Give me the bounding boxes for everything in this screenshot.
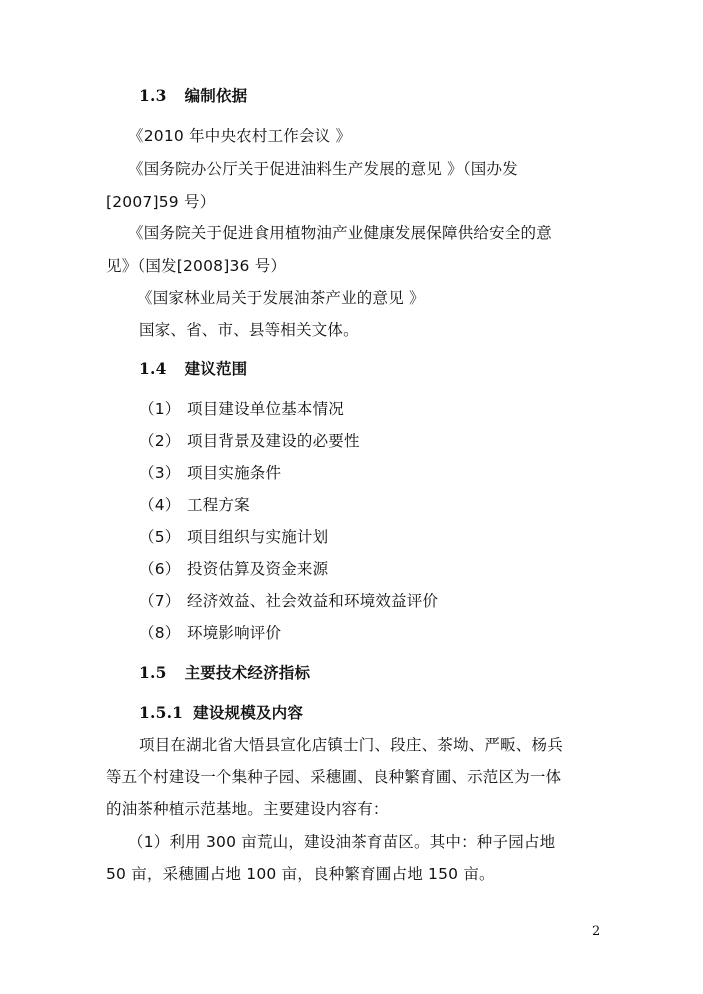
- basis-line: 《国家林业局关于发展油茶产业的意见 》: [137, 289, 425, 307]
- item-marker: （3）: [139, 464, 181, 482]
- scope-item: [139, 463, 281, 483]
- item-text: 经济效益、社会效益和环境效益评价: [187, 592, 439, 610]
- section-number: 1.5.1: [139, 703, 184, 722]
- content-line: （1）利用 300 亩荒山，建设油茶育苗区。其中：种子园占地: [128, 833, 556, 851]
- section-title: 编制依据: [184, 86, 248, 105]
- basis-line: 《2010 年中央农村工作会议 》: [128, 127, 352, 145]
- item-text: 项目建设单位基本情况: [187, 400, 345, 418]
- section-title: 建议范围: [184, 359, 248, 378]
- item-text: 项目实施条件: [187, 464, 282, 482]
- scope-item: [139, 527, 328, 547]
- item-text: 投资估算及资金来源: [187, 560, 329, 578]
- content-line: 的油茶种植示范基地。主要建设内容有：: [106, 800, 389, 818]
- section-heading-1-3: [139, 86, 247, 106]
- basis-line: [2007]59 号）: [106, 193, 216, 211]
- item-marker: （2）: [139, 432, 181, 450]
- section-number: 1.4: [139, 359, 167, 378]
- scope-item: [139, 623, 281, 643]
- section-heading-1-5-1: [139, 703, 303, 723]
- basis-line: 见》（国发[2008]36 号）: [106, 257, 287, 275]
- content-line: 50 亩，采穗圃占地 100 亩，良种繁育圃占地 150 亩。: [106, 865, 495, 883]
- scope-item: [139, 495, 250, 515]
- page-number: 2: [592, 924, 601, 939]
- item-marker: （4）: [139, 496, 181, 514]
- item-marker: （8）: [139, 624, 181, 642]
- basis-line: 《国务院办公厅关于促进油料生产发展的意见 》（国办发: [128, 160, 518, 178]
- basis-line: 《国务院关于促进食用植物油产业健康发展保障供给安全的意: [128, 224, 552, 242]
- content-line: 等五个村建设一个集种子园、采穗圃、良种繁育圃、示范区为一体: [106, 768, 562, 786]
- section-heading-1-4: [139, 359, 247, 379]
- scope-item: [139, 559, 328, 579]
- item-text: 工程方案: [187, 496, 250, 514]
- item-marker: （1）: [139, 400, 181, 418]
- item-text: 项目组织与实施计划: [187, 528, 329, 546]
- section-number: 1.5: [139, 663, 167, 682]
- item-marker: （7）: [139, 592, 181, 610]
- item-marker: （6）: [139, 560, 181, 578]
- item-text: 项目背景及建设的必要性: [187, 432, 360, 450]
- item-text: 环境影响评价: [187, 624, 282, 642]
- section-title: 建设规模及内容: [193, 703, 304, 722]
- scope-item: [139, 591, 438, 611]
- section-number: 1.3: [139, 86, 167, 105]
- section-title: 主要技术经济指标: [184, 663, 311, 682]
- scope-item: [139, 431, 360, 451]
- content-line: 项目在湖北省大悟县宣化店镇士门、段庄、茶坳、严畈、杨兵: [139, 736, 563, 754]
- scope-item: [139, 399, 344, 419]
- section-heading-1-5: [139, 663, 310, 683]
- basis-line: 国家、省、市、县等相关文体。: [139, 321, 359, 339]
- item-marker: （5）: [139, 528, 181, 546]
